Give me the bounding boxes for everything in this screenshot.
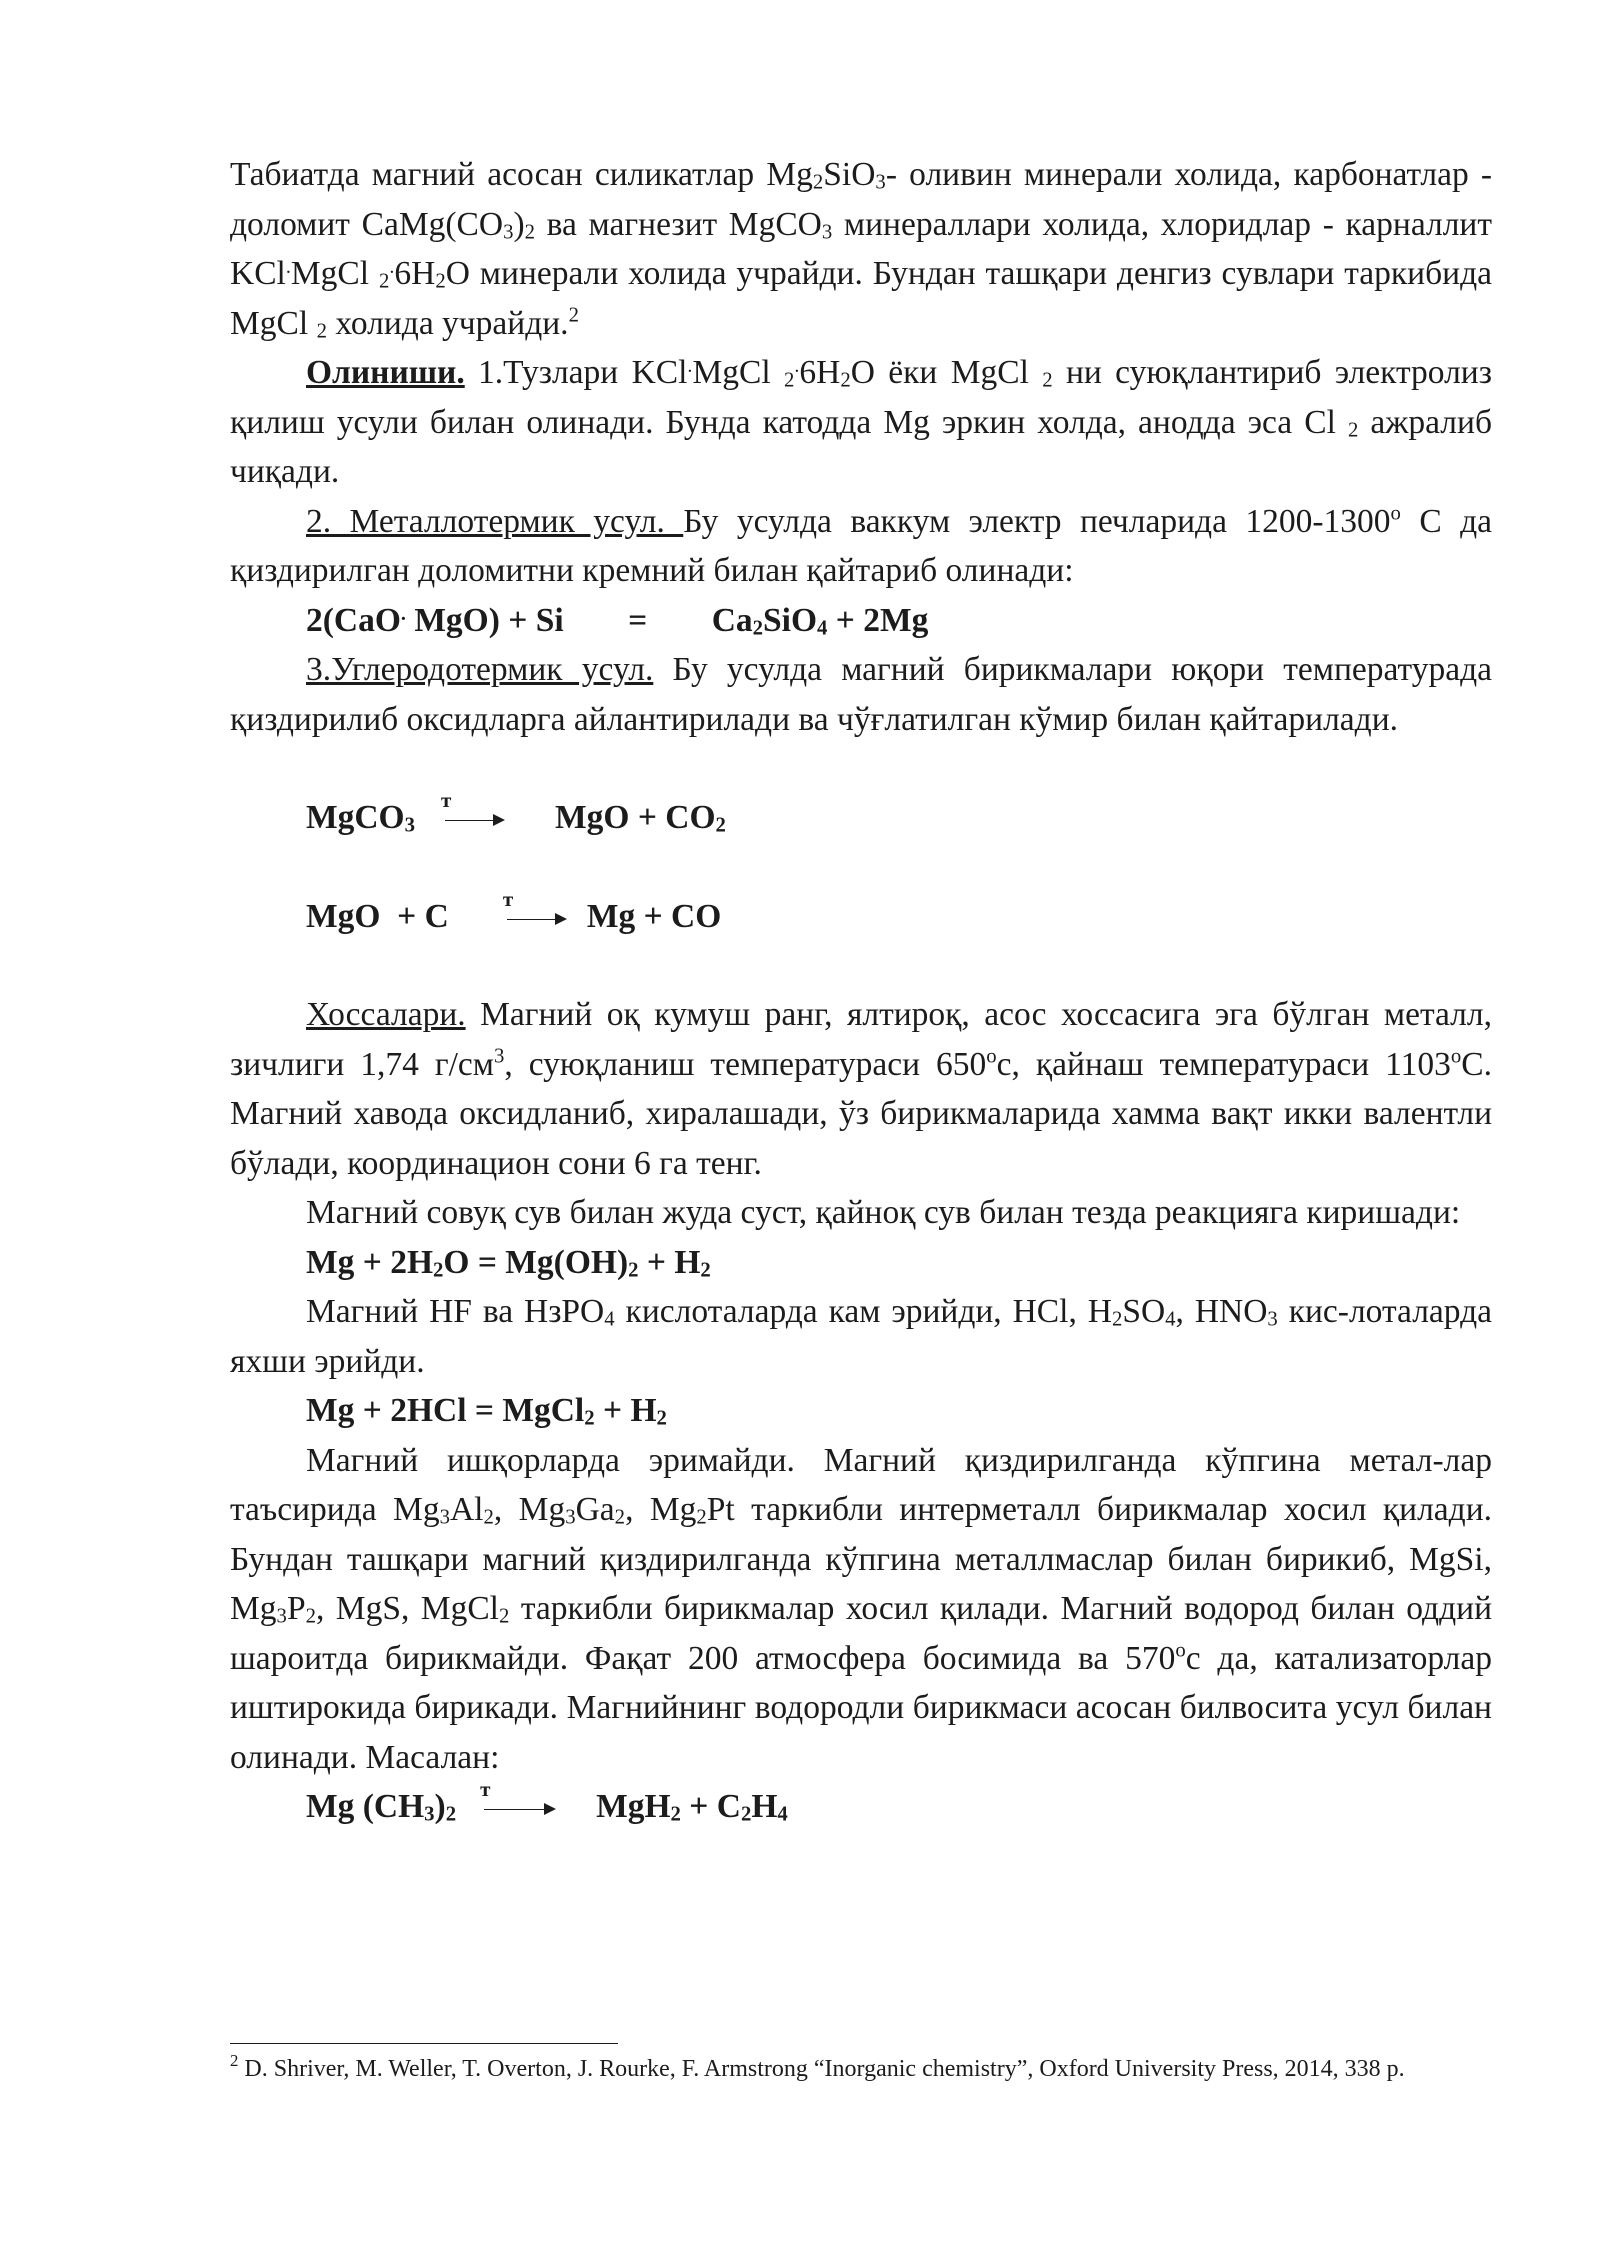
text-run: Бу усулда ваккум электр печларида 1200-1300 xyxy=(683,502,1391,540)
subscript: 2 xyxy=(499,1604,510,1628)
subscript: 3 xyxy=(821,220,833,244)
equation-text: Ca xyxy=(711,601,753,639)
metallotermik-paragraph xyxy=(230,497,1492,596)
text-run: , Mg xyxy=(493,1491,566,1528)
subscript: 2 xyxy=(740,1802,752,1826)
raised-dot: . xyxy=(687,354,693,377)
section-heading-olinishi: Олиниши. xyxy=(306,354,465,391)
subscript: 2 xyxy=(483,1505,494,1529)
subscript: 4 xyxy=(604,1307,615,1331)
equation-text: + 2Mg xyxy=(827,601,929,639)
text-run: O ёки MgCl xyxy=(850,354,1043,391)
subscript: 2 xyxy=(1347,418,1359,442)
text-run: 6H xyxy=(394,255,436,292)
equation-text: + H xyxy=(638,1243,701,1281)
text-run: , MgS, MgCl xyxy=(315,1590,499,1627)
text-run: Ga xyxy=(575,1491,615,1528)
superscript: 3 xyxy=(494,1044,505,1068)
subscript: 2 xyxy=(700,1258,711,1282)
equation-6 xyxy=(230,1777,1492,1832)
text-run: ажралиб чиқади. xyxy=(230,403,1492,490)
equation-3 xyxy=(230,886,1492,942)
equation-text: SiO xyxy=(763,601,818,639)
equation-text: MgO) + Si xyxy=(405,601,564,639)
text-run: с, қайнаш температураси 1103 xyxy=(996,1045,1451,1083)
footnote xyxy=(230,2050,1492,2085)
text-run: таркибли бирикмалар хосил қилади. Магний водород билан оддий шароитда бирикмайди. Фақат 200 атмосфера босимида ва 570 xyxy=(230,1590,1493,1677)
subscript: 3 xyxy=(1267,1307,1278,1331)
subscript: 4 xyxy=(1165,1307,1176,1331)
subscript: 2 xyxy=(715,813,726,837)
text-run: P xyxy=(286,1590,306,1627)
text-run: ) xyxy=(513,205,525,243)
text-run: 1.Тузлари KCl xyxy=(464,354,688,391)
text-run: 6H xyxy=(799,354,841,391)
equation-text: H xyxy=(751,1788,778,1825)
text-run: Табиатда магний асосан силикатлар Mg xyxy=(230,156,813,193)
subscript: 2 xyxy=(1111,1307,1123,1331)
uglerodotermik-paragraph xyxy=(230,645,1492,744)
equation-2 xyxy=(230,788,1492,843)
spacer xyxy=(230,744,1492,793)
water-reaction-paragraph: Магний совуқ сув билан жуда суст, қайноқ сув билан тезда реакцияга киришади: xyxy=(306,1194,1461,1231)
equation-5 xyxy=(230,1386,1492,1436)
spacer xyxy=(230,941,1492,990)
text-run: Магний оқ кумуш ранг, ялтироқ, асос хоссасига эга бўлган металл, зичлиги 1,74 г/см xyxy=(230,996,1492,1083)
subscript: 3 xyxy=(439,1505,450,1529)
arrow-label: т xyxy=(441,788,452,813)
subscript: 2 xyxy=(670,1802,681,1826)
equation-text: Mg + 2HCl = MgCl xyxy=(306,1392,585,1429)
equation-1 xyxy=(230,596,1492,646)
text-run: - оливин минерали холида, карбонатлар - доломит CaMg(CO xyxy=(230,156,1493,243)
text-run: холида учрайди. xyxy=(326,304,569,342)
text-run: Al xyxy=(449,1491,484,1528)
equation-text: ) xyxy=(434,1788,446,1825)
text-run: Магний HF ва HзPO xyxy=(306,1293,605,1330)
text-run: , HNO xyxy=(1175,1293,1268,1330)
text-run: MgCl xyxy=(692,354,784,391)
subscript: 4 xyxy=(777,1802,788,1826)
equation-text: MgO + CO xyxy=(555,799,716,836)
raised-dot: . xyxy=(285,255,291,278)
equation-text: O = Mg(OH) xyxy=(443,1243,629,1281)
text-run: с да, катализаторлар иштирокида бирикади. Магнийнинг водородли бирикмаси асосан билвосита усул билан олинади. Масалан: xyxy=(230,1639,1492,1776)
text-run: Магний ишқорларда эримайди. Магний қиздирилганда кўпгина метал-лар таъсирида Mg xyxy=(230,1441,1492,1528)
superscript: о xyxy=(1390,501,1401,525)
footnote-text: D. Shriver, M. Weller, T. Overton, J. Rourke, F. Armstrong “Inorganic chemistry”, Oxford University Press, 2014, 338 p. xyxy=(238,2056,1405,2082)
subscript: 3 xyxy=(404,813,416,837)
raised-dot: . xyxy=(794,354,800,377)
arrow-label: т xyxy=(502,886,514,911)
document-body xyxy=(230,150,1492,1832)
equation-text: Mg + CO xyxy=(586,897,722,935)
equation-text: 2(CaO xyxy=(306,601,401,639)
spacer xyxy=(230,843,1492,892)
text-run: Бу усулда магний бирикмалари юқори температурада қиздирилиб оксидларга айлантирилади ва чўғлатилган кўмир билан қайтарилади. xyxy=(230,651,1492,738)
subscript: 2 xyxy=(628,1258,639,1282)
reaction-arrow-icon xyxy=(499,886,567,934)
subscript: 2 xyxy=(752,616,764,640)
olinishi-paragraph xyxy=(230,348,1492,497)
equation-text: Mg + 2H xyxy=(306,1243,434,1281)
section-heading-metallotermik: 2. Металлотермик усул. xyxy=(306,502,684,540)
superscript: о xyxy=(1450,1044,1462,1068)
section-heading-xossalari: Хоссалари. xyxy=(306,996,466,1033)
subscript: 3 xyxy=(875,170,886,194)
subscript: 2 xyxy=(378,269,390,293)
intro-paragraph xyxy=(230,150,1492,348)
text-run: , суюқланиш температураси 650 xyxy=(504,1045,987,1083)
subscript: 4 xyxy=(817,616,828,640)
equation-text: + H xyxy=(594,1392,657,1429)
equation-text: MgCO xyxy=(306,799,405,836)
subscript: 2 xyxy=(656,1406,667,1430)
footnote-separator xyxy=(230,2043,618,2044)
footnote-reference[interactable]: 2 xyxy=(568,303,579,327)
superscript: о xyxy=(1175,1638,1186,1662)
subscript: 2 xyxy=(305,1604,316,1628)
text-run: кислоталарда кам эрийди, HCl, H xyxy=(614,1293,1112,1330)
text-run: , Mg xyxy=(625,1491,697,1528)
subscript: 2 xyxy=(1042,368,1053,392)
raised-dot: . xyxy=(389,255,395,278)
subscript: 2 xyxy=(316,319,327,343)
text-run: MgCl xyxy=(290,255,379,292)
subscript: 2 xyxy=(840,368,851,392)
text-run: SiO xyxy=(823,156,876,193)
text-run: ни суюқлантириб электролиз қилиш усули билан олинади. Бунда катодда Mg эркин холда, анодда эса Cl xyxy=(230,354,1492,441)
reaction-arrow-icon xyxy=(476,1777,556,1824)
superscript: о xyxy=(986,1044,997,1068)
text-run: С да қиздирилган доломитни кремний билан қайтариб олинади: xyxy=(230,502,1493,589)
subscript: 3 xyxy=(565,1505,576,1529)
equation-text: MgO + C xyxy=(306,897,449,935)
subscript: 2 xyxy=(614,1505,626,1529)
subscript: 2 xyxy=(445,1802,457,1826)
text-run: Pt таркибли интерметалл бирикмалар хосил қилади. Бундан ташқари магний қиздирилганда кўпгина металлмаслар билан бирикиб, MgSi, Mg xyxy=(230,1491,1492,1627)
alkali-paragraph xyxy=(230,1436,1492,1783)
subscript: 3 xyxy=(503,220,514,244)
subscript: 3 xyxy=(424,1802,435,1826)
footnote-number: 2 xyxy=(230,2050,239,2070)
subscript: 2 xyxy=(783,368,795,392)
equation-4 xyxy=(230,1238,1492,1288)
acids-paragraph xyxy=(230,1287,1492,1386)
section-heading-uglerodotermik: 3.Углеродотермик усул. xyxy=(306,651,654,688)
text-run: SO xyxy=(1122,1293,1166,1330)
subscript: 2 xyxy=(433,1258,444,1282)
subscript: 2 xyxy=(812,170,824,194)
equation-text: MgH xyxy=(596,1788,671,1825)
reaction-arrow-icon xyxy=(437,788,505,835)
subscript: 2 xyxy=(584,1406,595,1430)
text-run: O минерали холида учрайди. Бундан ташқари денгиз сувлари таркибида MgCl xyxy=(230,255,1492,342)
raised-dot: . xyxy=(400,602,406,625)
equation-text: + C xyxy=(680,1788,741,1825)
equation-text: Mg (CH xyxy=(306,1788,425,1825)
subscript: 3 xyxy=(276,1604,287,1628)
arrow-label: т xyxy=(480,1777,491,1802)
text-run: ва магнезит MgCO xyxy=(535,205,822,243)
subscript: 2 xyxy=(435,269,446,293)
equals-sign: = xyxy=(628,601,648,639)
subscript: 2 xyxy=(696,1505,707,1529)
text-run: кис-лоталарда яхши эрийди. xyxy=(230,1293,1493,1380)
subscript: 2 xyxy=(524,220,535,244)
text-run: С. Магний хавода оксидланиб, хиралашади, ўз бирикмаларида хамма вақт икки валентли бўлади, координацион сони 6 га тенг. xyxy=(230,1045,1492,1182)
xossalari-paragraph xyxy=(230,990,1492,1188)
text-run: минераллари холида, хлоридлар - карналлит KCl xyxy=(230,205,1492,292)
